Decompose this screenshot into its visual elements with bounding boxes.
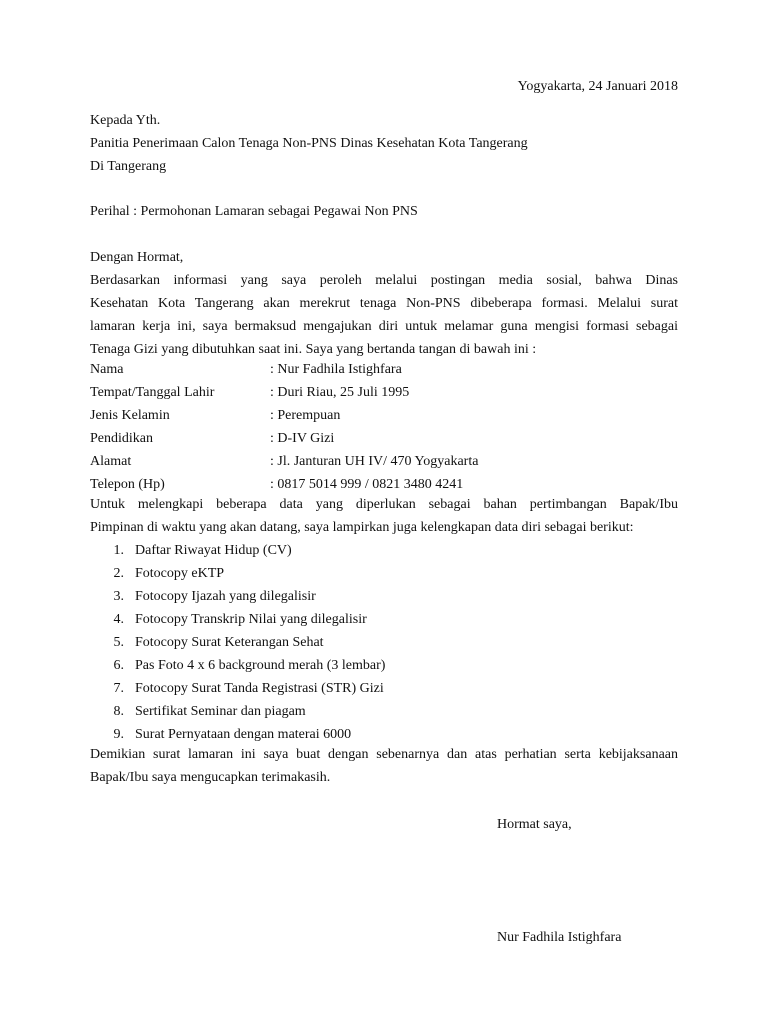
attachment-text: Fotocopy eKTP [135, 566, 225, 581]
attachment-item [90, 631, 678, 654]
intro-line: Tenaga Gizi yang dibutuhkan saat ini. Saya yang bertanda tangan di bawah ini : [90, 342, 537, 357]
attachment-number: 2. [113, 566, 124, 581]
detail-label: Alamat [90, 454, 132, 469]
attachment-item [90, 539, 678, 562]
detail-label: Pendidikan [90, 431, 153, 446]
greeting-text: Dengan Hormat, [90, 250, 184, 265]
attachment-item [90, 700, 678, 723]
detail-label: Tempat/Tanggal Lahir [90, 385, 215, 400]
recipient-block [90, 109, 678, 178]
attachment-list [90, 539, 678, 746]
closing-line: Bapak/Ibu saya mengucapkan terimakasih. [90, 770, 331, 785]
signatory-name: Nur Fadhila Istighfara [497, 930, 622, 945]
detail-row [90, 427, 678, 450]
attachment-item [90, 608, 678, 631]
attachment-text: Fotocopy Ijazah yang dilegalisir [135, 589, 316, 604]
attachment-item [90, 585, 678, 608]
detail-label: Telepon (Hp) [90, 477, 165, 492]
personal-details [90, 358, 678, 496]
detail-value: : D-IV Gizi [270, 431, 335, 446]
detail-row [90, 358, 678, 381]
attachment-text: Daftar Riwayat Hidup (CV) [135, 543, 292, 558]
attachment-text: Fotocopy Transkrip Nilai yang dilegalisir [135, 612, 367, 627]
intro-line: lamaran kerja ini, saya bermaksud mengajukan diri untuk melamar guna mengisi formasi sebagai [90, 319, 678, 334]
detail-value: : Perempuan [270, 408, 341, 423]
detail-value: : Jl. Janturan UH IV/ 470 Yogyakarta [270, 454, 479, 469]
sign-off: Hormat saya, [497, 817, 572, 832]
attachment-number: 7. [113, 681, 124, 696]
attachment-item [90, 562, 678, 585]
closing-line: Demikian surat lamaran ini saya buat dengan sebenarnya dan atas perhatian serta kebijaksanaan [90, 747, 678, 762]
attachment-text: Fotocopy Surat Tanda Registrasi (STR) Gizi [135, 681, 384, 696]
attachment-intro [90, 493, 678, 539]
place-date: Yogyakarta, 24 Januari 2018 [517, 79, 678, 94]
subject-line [90, 200, 678, 223]
detail-row [90, 450, 678, 473]
attachment-number: 5. [113, 635, 124, 650]
intro-line: Kesehatan Kota Tangerang akan merekrut tenaga Non-PNS dibeberapa formasi. Melalui surat [90, 296, 678, 311]
attachment-item [90, 654, 678, 677]
intro-paragraph [90, 269, 678, 361]
detail-row [90, 381, 678, 404]
attachment-text: Pas Foto 4 x 6 background merah (3 lembar) [135, 658, 386, 673]
recipient-salutation: Kepada Yth. [90, 113, 161, 128]
attachment-number: 3. [113, 589, 124, 604]
detail-label: Jenis Kelamin [90, 408, 170, 423]
detail-value: : 0817 5014 999 / 0821 3480 4241 [270, 477, 464, 492]
attachment-number: 9. [113, 727, 124, 742]
closing-paragraph [90, 743, 678, 789]
attachment-number: 4. [113, 612, 124, 627]
greeting [90, 246, 678, 269]
intro-line: Berdasarkan informasi yang saya peroleh melalui postingan media sosial, bahwa Dinas [90, 273, 678, 288]
detail-label: Nama [90, 362, 124, 377]
subject-text: Perihal : Permohonan Lamaran sebagai Pegawai Non PNS [90, 204, 418, 219]
attachment-text: Fotocopy Surat Keterangan Sehat [135, 635, 324, 650]
attachment-intro-line: Pimpinan di waktu yang akan datang, saya lampirkan juga kelengkapan data diri sebagai berikut: [90, 520, 634, 535]
detail-row [90, 404, 678, 427]
detail-value: : Duri Riau, 25 Juli 1995 [270, 385, 410, 400]
recipient-location: Di Tangerang [90, 159, 167, 174]
attachment-text: Sertifikat Seminar dan piagam [135, 704, 306, 719]
attachment-item [90, 677, 678, 700]
attachment-intro-line: Untuk melengkapi beberapa data yang diperlukan sebagai bahan pertimbangan Bapak/Ibu [90, 497, 678, 512]
attachment-text: Surat Pernyataan dengan materai 6000 [135, 727, 352, 742]
attachment-number: 6. [113, 658, 124, 673]
attachment-number: 1. [113, 543, 124, 558]
detail-value: : Nur Fadhila Istighfara [270, 362, 402, 377]
attachment-number: 8. [113, 704, 124, 719]
recipient-name: Panitia Penerimaan Calon Tenaga Non-PNS Dinas Kesehatan Kota Tangerang [90, 136, 528, 151]
